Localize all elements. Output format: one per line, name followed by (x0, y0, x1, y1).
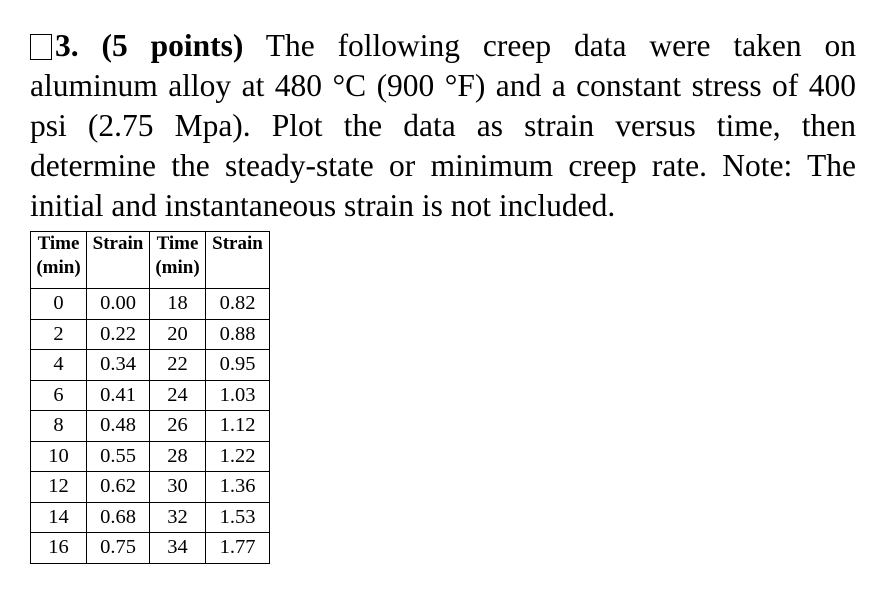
strain-cell: 0.68 (87, 502, 150, 533)
time-cell: 2 (31, 319, 87, 350)
table-row (31, 289, 270, 320)
time-cell: 10 (31, 441, 87, 472)
header-time-1: Time (min) (31, 232, 87, 289)
time-cell: 22 (150, 350, 206, 381)
table-row (31, 533, 270, 564)
time-cell: 30 (150, 472, 206, 503)
strain-cell: 0.41 (87, 380, 150, 411)
table-row (31, 380, 270, 411)
strain-cell: 0.62 (87, 472, 150, 503)
table-row (31, 502, 270, 533)
table-row (31, 441, 270, 472)
strain-cell: 0.75 (87, 533, 150, 564)
time-cell: 32 (150, 502, 206, 533)
problem-points: (5 points) (101, 28, 244, 63)
checkbox-glyph-icon (30, 34, 52, 60)
problem-statement (30, 26, 856, 226)
table-row (31, 472, 270, 503)
time-cell: 18 (150, 289, 206, 320)
strain-cell: 1.22 (206, 441, 270, 472)
time-cell: 4 (31, 350, 87, 381)
time-cell: 8 (31, 411, 87, 442)
table-row (31, 350, 270, 381)
strain-cell: 0.88 (206, 319, 270, 350)
problem-text: The following creep data were taken on aluminum alloy at 480 °C (900 °F) and a constant stress of 400 psi (2.75 Mpa). Plot the data as strain versus time, then determine the steady-state or minimum creep rate. Note: The initial and instantaneous strain is not included. (30, 28, 856, 223)
table-row (31, 411, 270, 442)
problem-paragraph (30, 26, 856, 226)
strain-cell: 0.55 (87, 441, 150, 472)
strain-cell: 1.12 (206, 411, 270, 442)
table-row (31, 319, 270, 350)
time-cell: 12 (31, 472, 87, 503)
strain-cell: 0.00 (87, 289, 150, 320)
strain-cell: 0.22 (87, 319, 150, 350)
time-cell: 6 (31, 380, 87, 411)
strain-cell: 0.95 (206, 350, 270, 381)
creep-data-table (30, 231, 270, 564)
strain-cell: 0.82 (206, 289, 270, 320)
problem-number: 3. (55, 28, 79, 63)
table-header-row (31, 232, 270, 289)
time-cell: 14 (31, 502, 87, 533)
time-cell: 28 (150, 441, 206, 472)
strain-cell: 1.03 (206, 380, 270, 411)
time-cell: 34 (150, 533, 206, 564)
strain-cell: 1.77 (206, 533, 270, 564)
header-strain-2: Strain (206, 232, 270, 289)
header-time-2: Time (min) (150, 232, 206, 289)
strain-cell: 0.34 (87, 350, 150, 381)
time-cell: 26 (150, 411, 206, 442)
time-cell: 20 (150, 319, 206, 350)
time-cell: 16 (31, 533, 87, 564)
strain-cell: 0.48 (87, 411, 150, 442)
time-cell: 0 (31, 289, 87, 320)
strain-cell: 1.36 (206, 472, 270, 503)
time-cell: 24 (150, 380, 206, 411)
strain-cell: 1.53 (206, 502, 270, 533)
header-strain-1: Strain (87, 232, 150, 289)
